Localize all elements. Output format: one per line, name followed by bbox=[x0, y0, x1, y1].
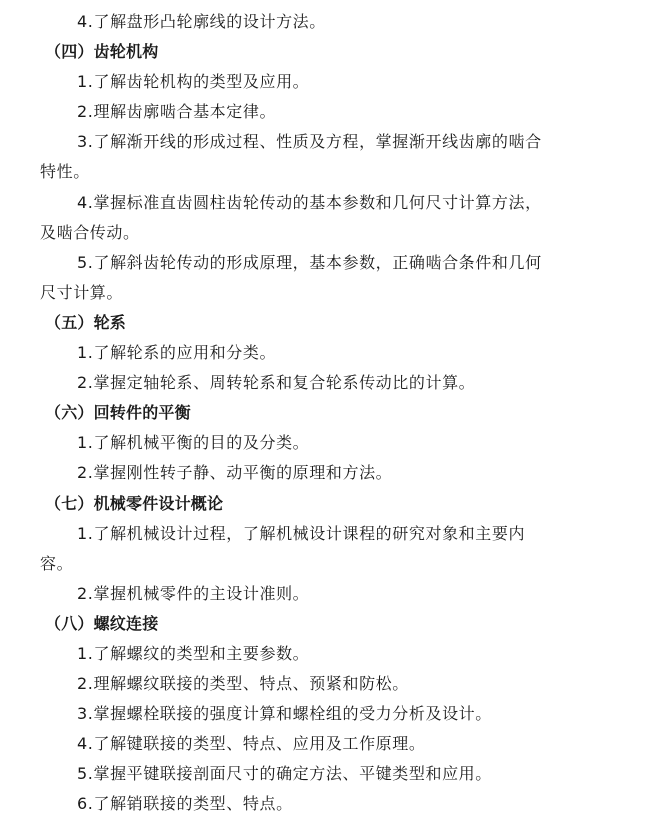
list-item: 4.掌握标准直齿圆柱齿轮传动的基本参数和几何尺寸计算方法， bbox=[77, 192, 542, 212]
section-heading: （八）螺纹连接 bbox=[45, 613, 159, 633]
list-item: 2.掌握机械零件的主设计准则。 bbox=[77, 583, 310, 603]
list-item: 1.了解螺纹的类型和主要参数。 bbox=[77, 643, 310, 663]
section-heading: （六）回转件的平衡 bbox=[45, 403, 191, 423]
section-heading: （四）齿轮机构 bbox=[45, 42, 159, 62]
list-item: 2.掌握刚性转子静、动平衡的原理和方法。 bbox=[77, 463, 393, 483]
list-item: 1.了解轮系的应用和分类。 bbox=[77, 343, 277, 363]
list-item: 3.了解渐开线的形成过程、性质及方程，掌握渐开线齿廓的啮合 bbox=[77, 132, 542, 152]
list-item: 2.理解螺纹联接的类型、特点、预紧和防松。 bbox=[77, 674, 409, 694]
list-item: 1.了解机械平衡的目的及分类。 bbox=[77, 433, 310, 453]
list-item-continuation: 及啮合传动。 bbox=[40, 222, 140, 242]
section-heading: （七）机械零件设计概论 bbox=[45, 493, 224, 513]
list-item: 2.理解齿廓啮合基本定律。 bbox=[77, 102, 277, 122]
list-item: 4.了解盘形凸轮廓线的设计方法。 bbox=[77, 12, 326, 31]
list-item: 5.掌握平键联接剖面尺寸的确定方法、平键类型和应用。 bbox=[77, 764, 492, 784]
list-item: 3.掌握螺栓联接的强度计算和螺栓组的受力分析及设计。 bbox=[77, 704, 492, 724]
list-item-continuation: 特性。 bbox=[40, 162, 90, 182]
list-item: 2.掌握定轴轮系、周转轮系和复合轮系传动比的计算。 bbox=[77, 373, 476, 393]
list-item: 6.了解销联接的类型、特点。 bbox=[77, 794, 293, 814]
list-item-continuation: 尺寸计算。 bbox=[40, 282, 124, 302]
list-item-continuation: 容。 bbox=[40, 553, 74, 573]
list-item: 5.了解斜齿轮传动的形成原理，基本参数，正确啮合条件和几何 bbox=[77, 252, 542, 272]
section-heading: （五）轮系 bbox=[45, 312, 127, 332]
list-item: 1.了解机械设计过程，了解机械设计课程的研究对象和主要内 bbox=[77, 523, 526, 543]
list-item: 1.了解齿轮机构的类型及应用。 bbox=[77, 72, 310, 92]
list-item: 4.了解键联接的类型、特点、应用及工作原理。 bbox=[77, 734, 426, 754]
